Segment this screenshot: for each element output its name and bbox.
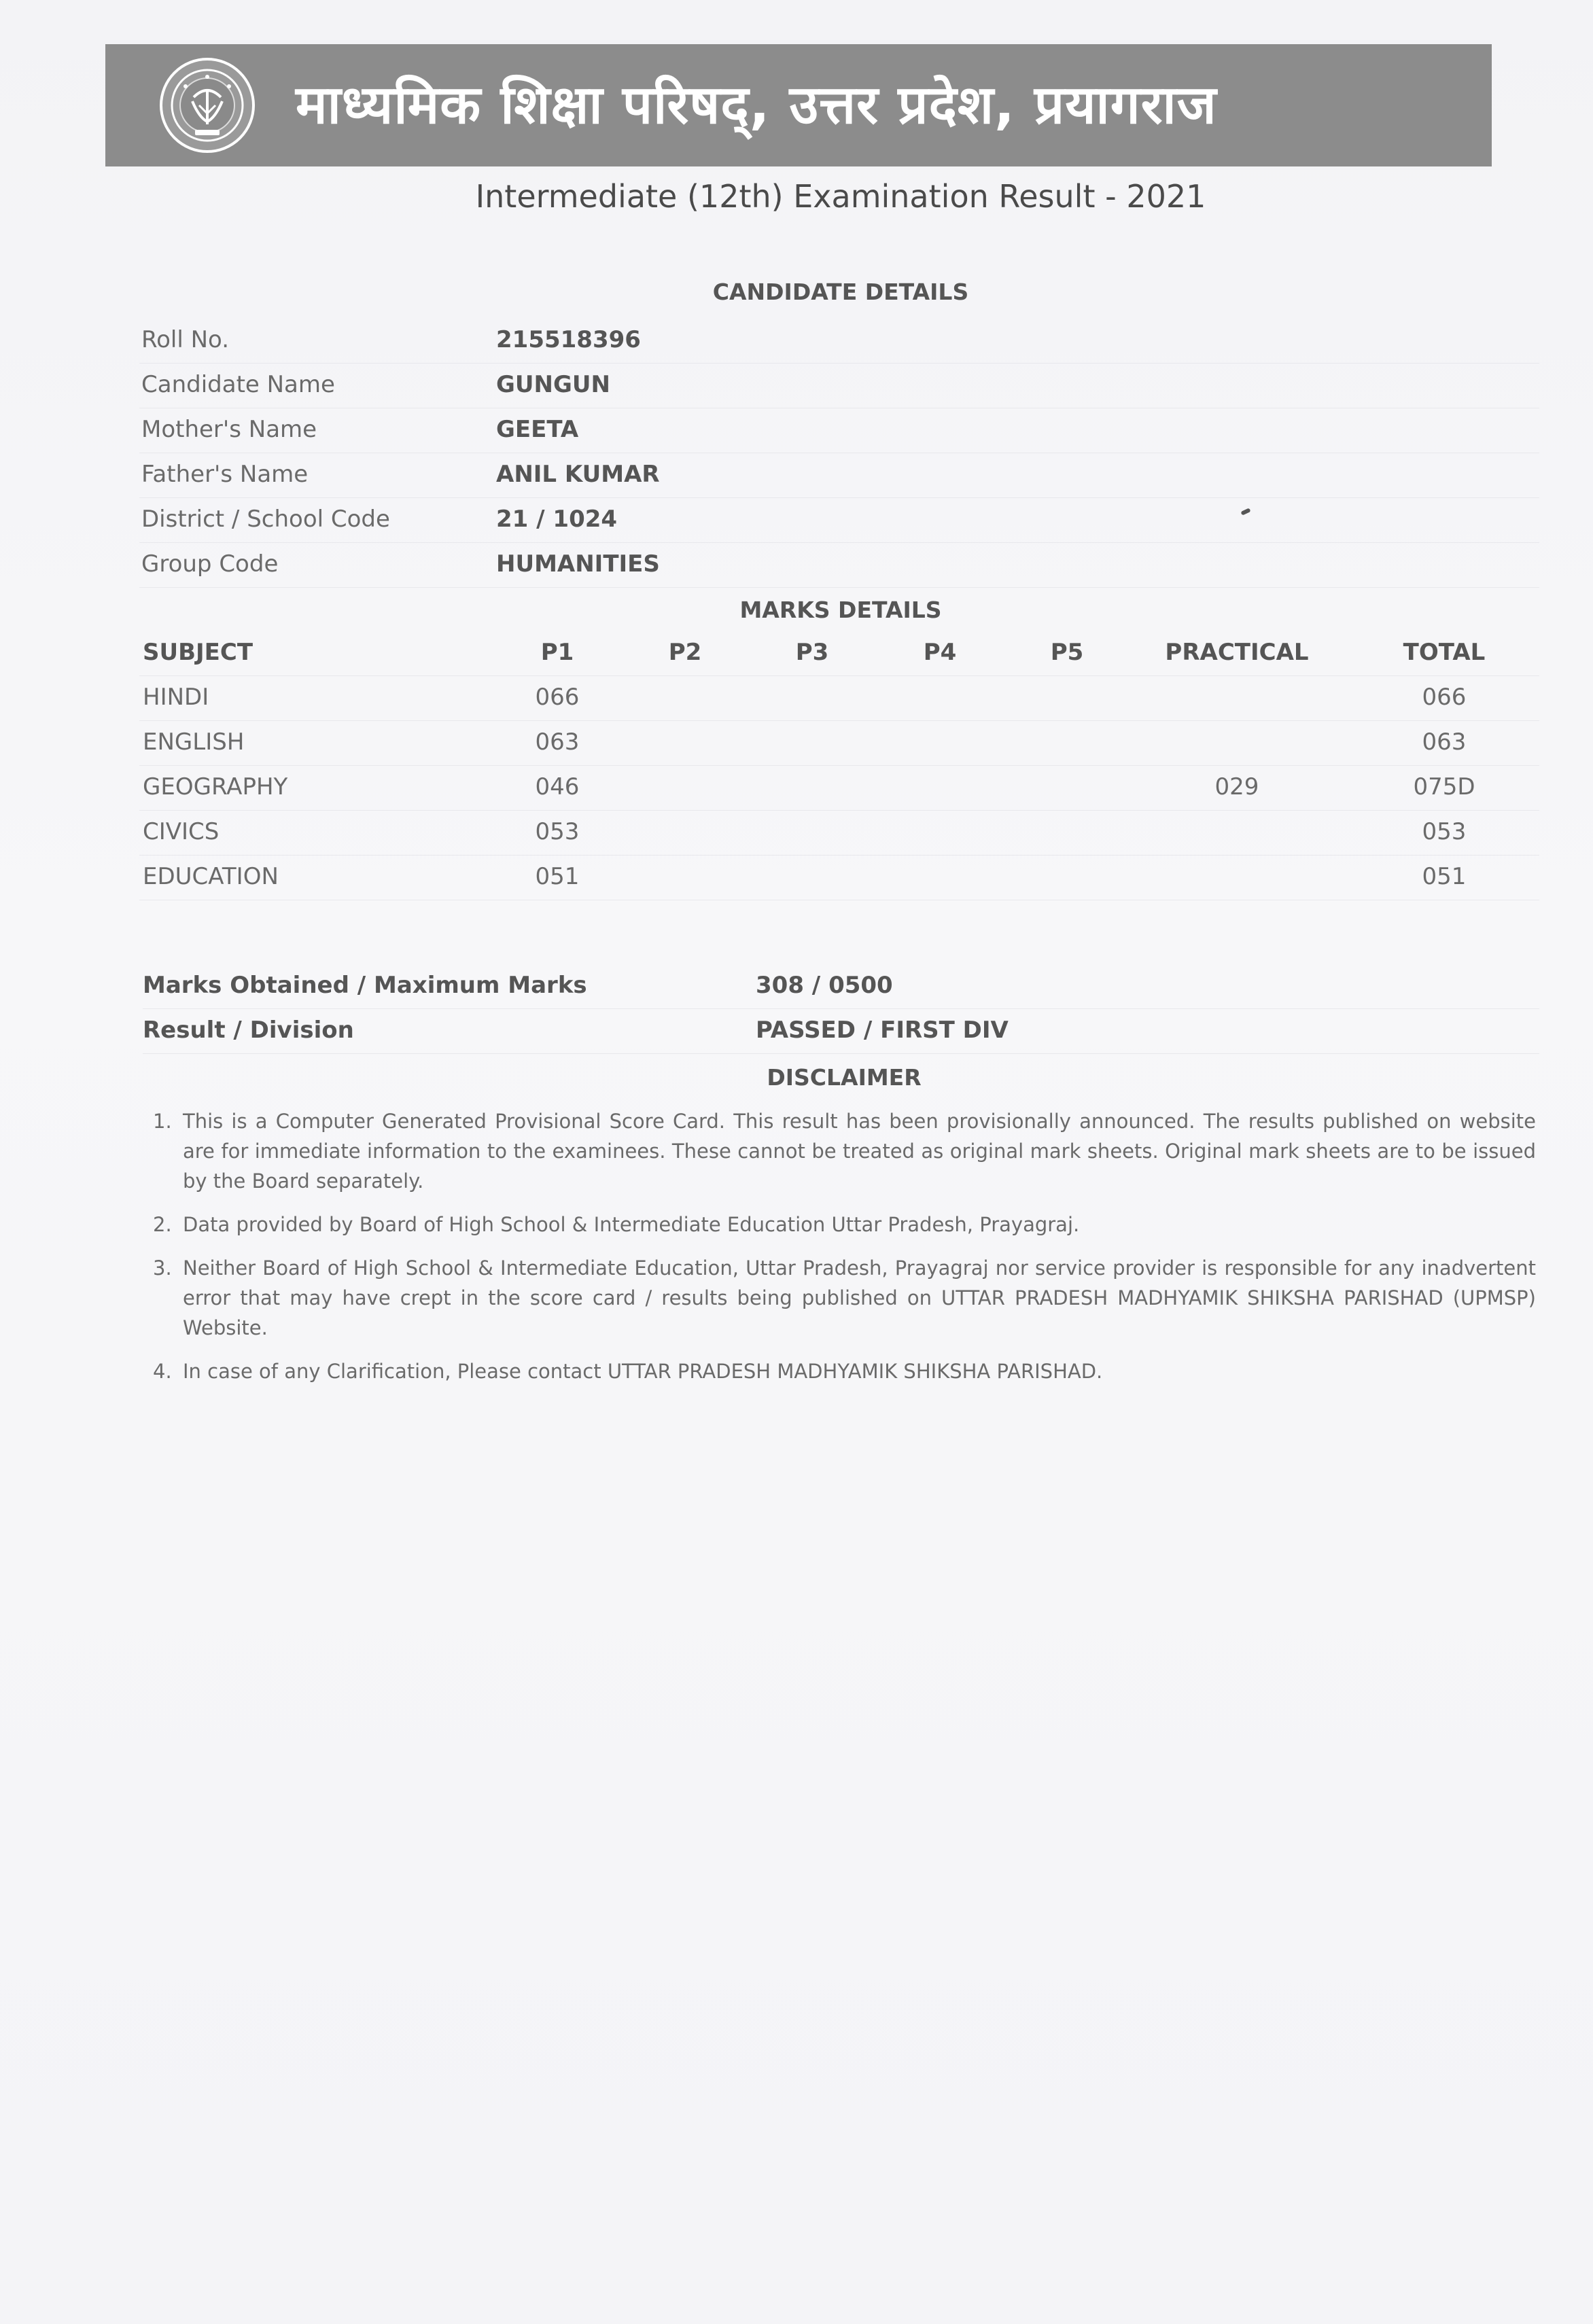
practical-cell: 029 bbox=[1214, 773, 1259, 800]
col-p2: P2 bbox=[668, 639, 702, 666]
col-total: TOTAL bbox=[1403, 639, 1486, 666]
total-cell: 053 bbox=[1422, 818, 1467, 845]
col-subject: SUBJECT bbox=[143, 639, 253, 666]
marks-summary-row bbox=[143, 965, 1539, 1009]
col-practical: PRACTICAL bbox=[1165, 639, 1309, 666]
field-label: Group Code bbox=[141, 550, 279, 578]
table-row bbox=[139, 811, 1539, 856]
candidate-row-mother bbox=[139, 409, 1539, 453]
field-label: Roll No. bbox=[141, 326, 230, 353]
col-p1: P1 bbox=[540, 639, 574, 666]
table-row bbox=[139, 677, 1539, 721]
item-text: This is a Computer Generated Provisional Score Card. This result has been provisionally announced. The results published on website are for immediate information to the examinees. These cannot be treated as original mark sheets. Original mark sheets are to be issued by the Board separately. bbox=[183, 1110, 1536, 1193]
p1-cell: 063 bbox=[535, 728, 580, 756]
subject-cell: ENGLISH bbox=[143, 728, 245, 756]
col-p3: P3 bbox=[795, 639, 829, 666]
field-value: ANIL KUMAR bbox=[496, 461, 660, 488]
subject-cell: HINDI bbox=[143, 684, 209, 711]
item-number: 2. bbox=[153, 1213, 172, 1236]
table-row bbox=[139, 767, 1539, 811]
col-p5: P5 bbox=[1050, 639, 1084, 666]
total-cell: 075D bbox=[1413, 773, 1475, 800]
item-number: 4. bbox=[153, 1360, 172, 1383]
candidate-row-father bbox=[139, 454, 1539, 498]
total-cell: 066 bbox=[1422, 684, 1467, 711]
result-value: PASSED / FIRST DIV bbox=[756, 1017, 1009, 1044]
list-item bbox=[153, 1210, 1536, 1239]
subject-cell: CIVICS bbox=[143, 818, 220, 845]
item-number: 3. bbox=[153, 1256, 172, 1280]
p1-cell: 066 bbox=[535, 684, 580, 711]
field-value: HUMANITIES bbox=[496, 550, 660, 578]
col-p4: P4 bbox=[923, 639, 957, 666]
candidate-row-roll bbox=[139, 319, 1539, 364]
item-text: In case of any Clarification, Please contact UTTAR PRADESH MADHYAMIK SHIKSHA PARISHAD. bbox=[183, 1360, 1103, 1383]
disclaimer-heading: DISCLAIMER bbox=[767, 1064, 922, 1091]
board-title: माध्यमिक शिक्षा परिषद्, उत्तर प्रदेश, प्रयागराज bbox=[296, 75, 1217, 136]
candidate-details-heading: CANDIDATE DETAILS bbox=[712, 279, 969, 305]
total-cell: 051 bbox=[1422, 863, 1467, 890]
item-text: Data provided by Board of High School & Intermediate Education Uttar Pradesh, Prayagraj. bbox=[183, 1213, 1080, 1236]
result-label: Result / Division bbox=[143, 1017, 354, 1044]
candidate-row-district bbox=[139, 499, 1539, 543]
field-label: Father's Name bbox=[141, 461, 309, 488]
field-value: GEETA bbox=[496, 416, 579, 443]
item-number: 1. bbox=[153, 1110, 172, 1133]
candidate-row-name bbox=[139, 364, 1539, 408]
marks-obtained-label: Marks Obtained / Maximum Marks bbox=[143, 972, 587, 999]
marks-obtained-value: 308 / 0500 bbox=[756, 972, 893, 999]
p1-cell: 053 bbox=[535, 818, 580, 845]
p1-cell: 051 bbox=[535, 863, 580, 890]
subject-cell: EDUCATION bbox=[143, 863, 279, 890]
candidate-row-group bbox=[139, 544, 1539, 588]
table-row bbox=[139, 722, 1539, 766]
result-summary-row bbox=[143, 1010, 1539, 1054]
item-text: Neither Board of High School & Intermediate Education, Uttar Pradesh, Prayagraj nor service provider is responsible for any inadvertent error that may have crept in the score card / results being published on UTTAR PRADESH MADHYAMIK SHIKSHA PARISHAD (UPMSP) Website. bbox=[183, 1256, 1536, 1339]
field-value: 21 / 1024 bbox=[496, 506, 618, 533]
field-label: District / School Code bbox=[141, 506, 390, 533]
field-value: 215518396 bbox=[496, 326, 641, 353]
marks-details-heading: MARKS DETAILS bbox=[739, 597, 942, 623]
p1-cell: 046 bbox=[535, 773, 580, 800]
field-label: Mother's Name bbox=[141, 416, 317, 443]
disclaimer-list bbox=[153, 1106, 1536, 1400]
total-cell: 063 bbox=[1422, 728, 1467, 756]
marks-header-row bbox=[139, 632, 1539, 676]
list-item bbox=[153, 1106, 1536, 1196]
subject-cell: GEOGRAPHY bbox=[143, 773, 288, 800]
table-row bbox=[139, 856, 1539, 900]
field-label: Candidate Name bbox=[141, 371, 335, 398]
exam-title: Intermediate (12th) Examination Result - 2021 bbox=[475, 178, 1206, 215]
header-banner bbox=[105, 44, 1492, 166]
field-value: GUNGUN bbox=[496, 371, 610, 398]
up-government-seal-icon bbox=[158, 56, 256, 154]
list-item bbox=[153, 1356, 1536, 1386]
list-item bbox=[153, 1253, 1536, 1343]
